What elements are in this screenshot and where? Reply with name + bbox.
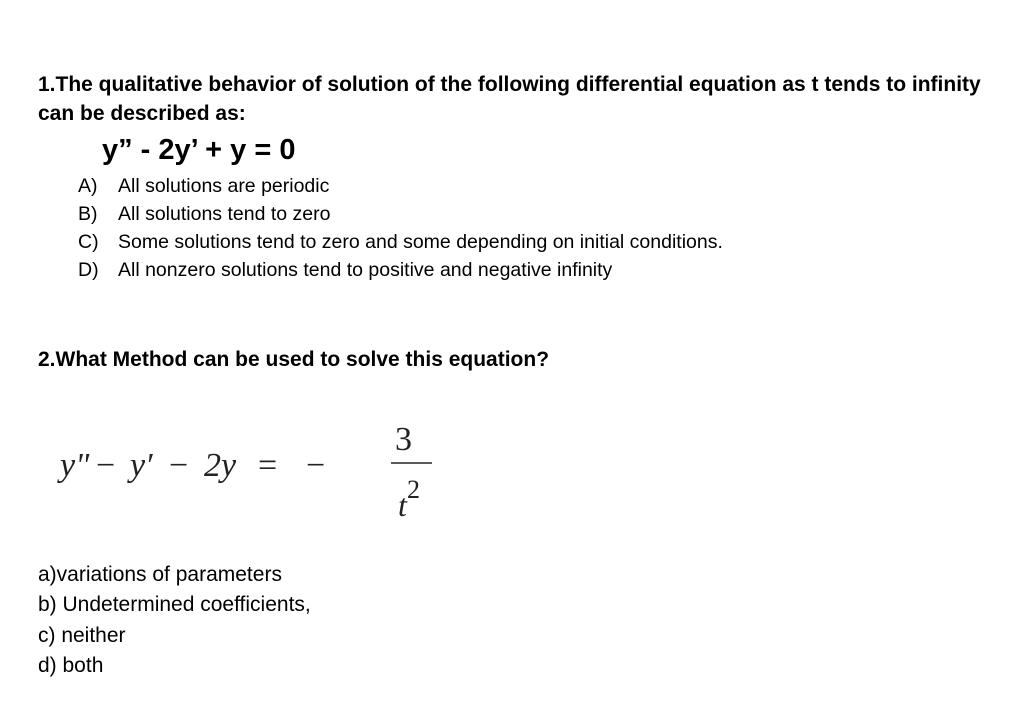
choice-letter: C) bbox=[78, 231, 99, 253]
choice-text: All nonzero solutions tend to positive and negative infinity bbox=[118, 259, 613, 281]
eq-term-2y: 2y bbox=[204, 447, 237, 484]
eq-term-y-prime: y′ bbox=[130, 447, 153, 484]
eq-term-y-double-prime: y" bbox=[60, 447, 90, 484]
choice-text: All solutions are periodic bbox=[118, 175, 330, 197]
option-c: c) neither bbox=[38, 624, 126, 647]
choice-letter: A) bbox=[78, 175, 98, 197]
eq-equals: = bbox=[258, 447, 278, 484]
question-2-title: 2.What Method can be used to solve this equation? bbox=[38, 348, 550, 371]
question-2-equation bbox=[56, 418, 456, 528]
eq-rhs-minus: − bbox=[306, 447, 326, 484]
option-a: a)variations of parameters bbox=[38, 563, 282, 586]
eq-minus-1: − bbox=[96, 447, 116, 484]
eq-denominator-exponent: 2 bbox=[407, 475, 420, 504]
option-d: d) both bbox=[38, 654, 104, 677]
eq-denominator-t: t bbox=[398, 487, 407, 523]
choice-letter: B) bbox=[78, 203, 98, 225]
eq-numerator: 3 bbox=[395, 421, 412, 458]
eq-minus-2: − bbox=[169, 447, 189, 484]
choice-text: All solutions tend to zero bbox=[118, 203, 331, 225]
choice-text: Some solutions tend to zero and some depending on initial conditions. bbox=[118, 231, 723, 253]
option-b: b) Undetermined coefficients, bbox=[38, 593, 311, 616]
question-1-equation: y” - 2y’ + y = 0 bbox=[102, 134, 296, 166]
question-1-title: 1.The qualitative behavior of solution of the following differential equation as t tends to infinity can be described as: bbox=[38, 73, 981, 125]
choice-letter: D) bbox=[78, 259, 99, 281]
